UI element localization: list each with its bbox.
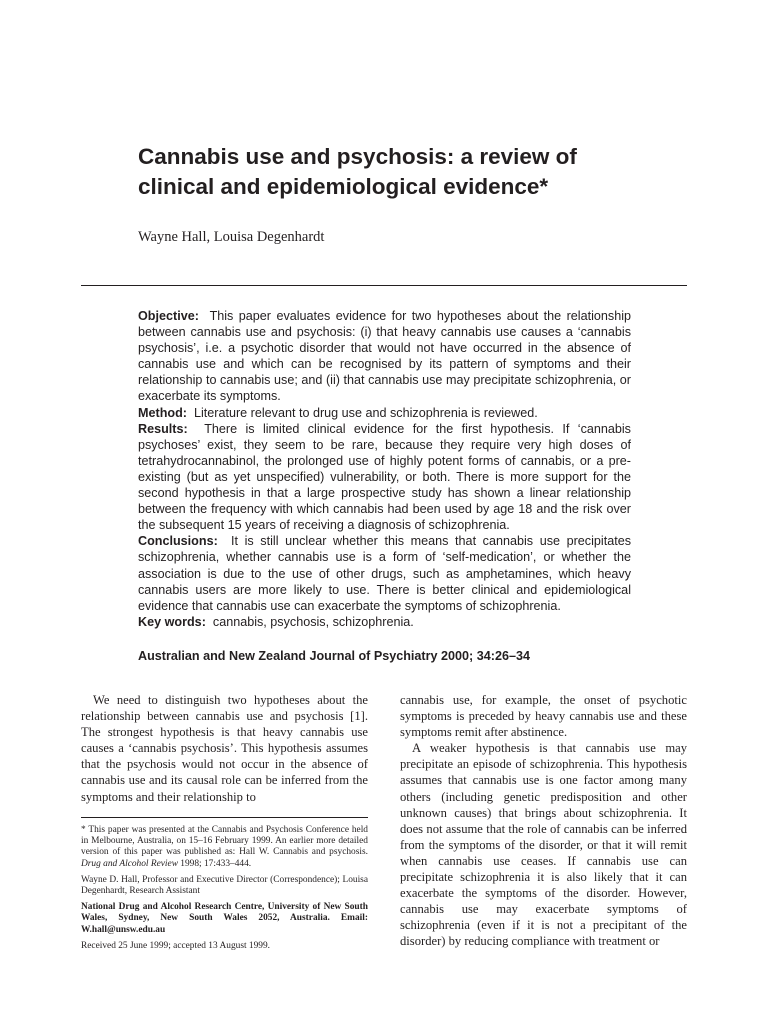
- abstract-results: [138, 421, 631, 534]
- objective-text: This paper evaluates evidence for two hypotheses about the relationship between cannabis use and psychosis: (i) that heavy cannabis use causes a ‘cannabis psychosis’, i.e. a psychotic disorder that would not have occurred in the absence of cannabis use and which can be recognised by its pattern of symptoms and their relationship to cannabis use; and (ii) that cannabis use may precipitate schizophrenia, or exacerbate its symptoms.: [138, 309, 632, 404]
- abstract-objective: [138, 308, 631, 405]
- author-affiliation: Wayne D. Hall, Professor and Executive Director (Correspondence); Louisa Degenhardt, Research Assistant: [81, 874, 368, 897]
- received-dates: Received 25 June 1999; accepted 13 August 1999.: [81, 940, 271, 951]
- footnote-divider: [81, 817, 368, 818]
- objective-label: Objective:: [138, 309, 199, 323]
- footnotes: [81, 825, 368, 957]
- abstract-method: [138, 405, 631, 421]
- abstract: [138, 308, 631, 630]
- conclusions-text: It is still unclear whether this means that cannabis use precipitates schizophrenia, whether cannabis use is a form of ‘self-medication’, or whether the association is due to the use of other drugs, such as amphetamines, which heavy cannabis users are more likely to use. There is better clinical and epidemiological evidence that cannabis use can exacerbate the symptoms of schizophrenia.: [138, 534, 632, 613]
- conference-note: [81, 825, 368, 870]
- keywords-text: cannabis, psychosis, schizophrenia.: [212, 614, 414, 629]
- article-title: [138, 142, 658, 202]
- body-column-right: [400, 692, 687, 950]
- abstract-conclusions: [138, 533, 631, 613]
- body-paragraph: cannabis use, for example, the onset of psychotic symptoms is preceded by heavy cannabis use and these symptoms remit after abstinence.: [400, 693, 687, 740]
- keywords-label: Key words:: [138, 614, 206, 629]
- institution-address: National Drug and Alcohol Research Centre, University of New South Wales, Sydney, New South Wales 2052, Australia. Email: W.hall@unsw.edu.au: [81, 902, 368, 935]
- abstract-keywords: [138, 614, 631, 630]
- note-ref: 1998; 17:433–444.: [177, 858, 252, 869]
- method-text: Literature relevant to drug use and schizophrenia is reviewed.: [193, 405, 538, 420]
- header-divider: [81, 285, 687, 286]
- body-column-left: [81, 692, 368, 805]
- method-label: Method:: [138, 405, 187, 420]
- author-list: Wayne Hall, Louisa Degenhardt: [138, 229, 325, 245]
- body-paragraph: We need to distinguish two hypotheses about the relationship between cannabis use and psychosis [1]. The strongest hypothesis is that heavy cannabis use causes a ‘cannabis psychosis’. This hypothesis assumes that the psychosis would not occur in the absence of cannabis use and its causal role can be inferred from the symptoms and their relationship to: [81, 693, 368, 804]
- results-label: Results:: [138, 421, 188, 436]
- note-text: * This paper was presented at the Cannabis and Psychosis Conference held in Melbourne, Australia, on 15–16 February 1999. An earlier more detailed version of this paper was published as: Hall W. Cannabis and psychosis.: [81, 825, 368, 858]
- results-text: There is limited clinical evidence for the first hypothesis. If ‘cannabis psychoses’ exist, they seem to be rare, because they require very high doses of tetrahydrocannabinol, the prolonged use of highly potent forms of cannabis, or a pre-existing (but as yet unspecified) vulnerability, or both. There is more support for the second hypothesis in that a large prospective study has shown a linear relationship between the frequency with which cannabis had been used by age 18 and the risk over the subsequent 15 years of receiving a diagnosis of schizophrenia.: [138, 421, 631, 533]
- body-paragraph: A weaker hypothesis is that cannabis use may precipitate an episode of schizophrenia. This hypothesis assumes that cannabis use is one factor among many others (including genetic predisposition and other unknown causes) that brings about schizophrenia. It does not assume that the role of cannabis can be inferred from the symptoms of the disorder, or that it will remit when cannabis use ceases. If cannabis use can precipitate schizophrenia it is also likely that it can exacerbate the symptoms of the disorder. However, cannabis use may exacerbate symptoms of schizophrenia (even if it is not a precipitant of the disorder) by reducing compliance with treatment or: [400, 741, 687, 949]
- conclusions-label: Conclusions:: [138, 534, 218, 549]
- note-journal: Drug and Alcohol Review: [81, 858, 178, 869]
- journal-citation: Australian and New Zealand Journal of Psychiatry 2000; 34:26–34: [138, 649, 530, 663]
- title-line-2: clinical and epidemiological evidence*: [138, 174, 549, 199]
- title-line-1: Cannabis use and psychosis: a review of: [138, 144, 577, 169]
